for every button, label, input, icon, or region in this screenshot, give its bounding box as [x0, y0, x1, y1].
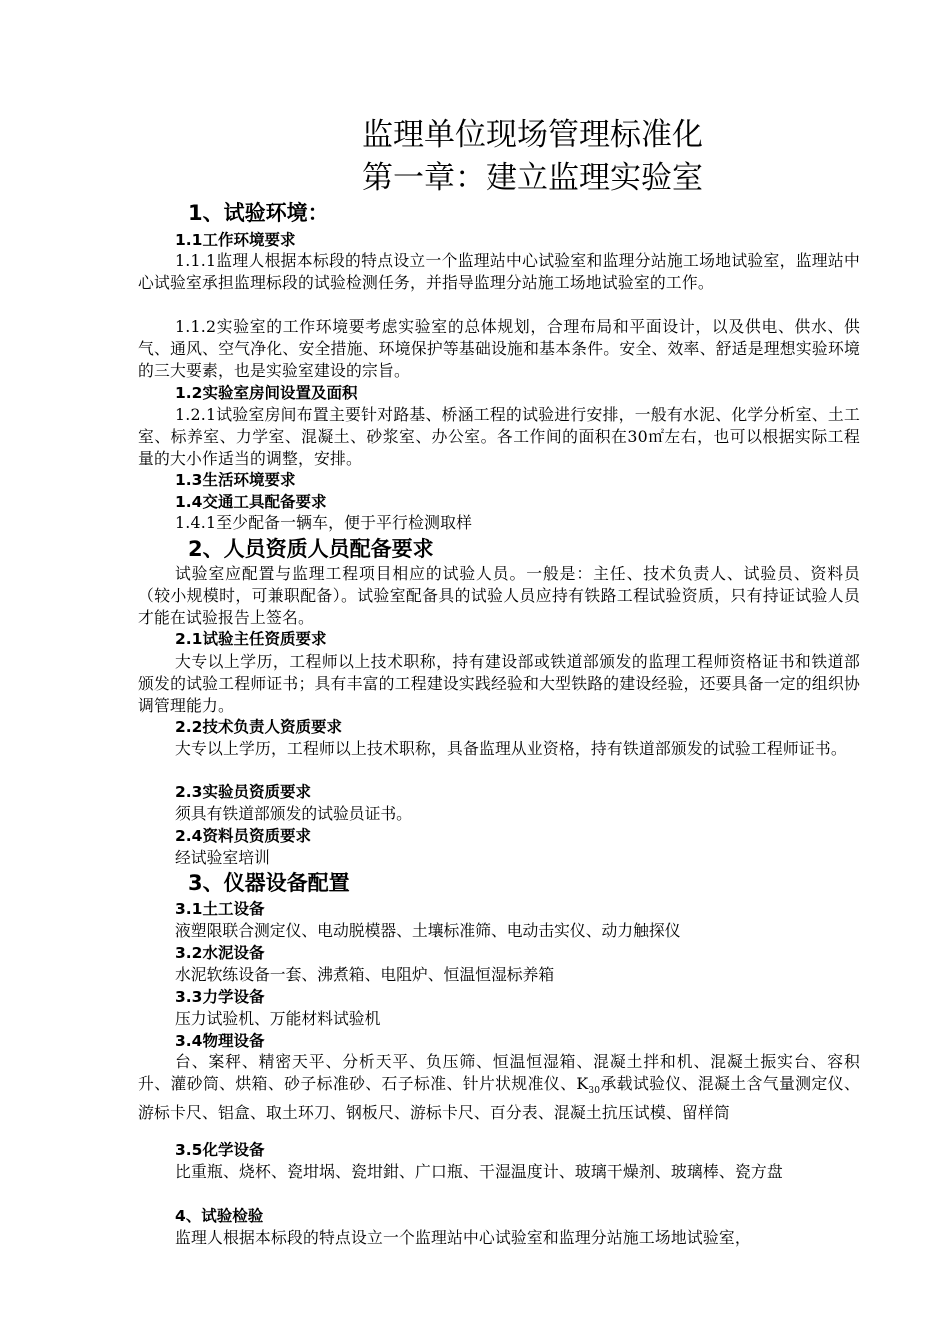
paragraph-3-4: [138, 1051, 860, 1124]
paragraph-3-2: 水泥软练设备一套、沸煮箱、电阻炉、恒温恒湿标养箱: [175, 965, 555, 984]
paragraph-1-1-1: 1.1.1监理人根据本标段的特点设立一个监理站中心试验室和监理分站施工场地试验室，监理站中心试验室承担监理标段的试验检测任务，并指导监理分站施工场地试验室的工作。: [138, 251, 860, 292]
section-heading-4: 4、试验检验: [175, 1207, 264, 1225]
paragraph-3-5: 比重瓶、烧杯、瓷坩埚、瓷坩鉗、广口瓶、干湿温度计、玻璃干燥剂、玻璃棒、瓷方盘: [175, 1162, 783, 1181]
paragraph-2-1: 大专以上学历，工程师以上技术职称，持有建设部或铁道部颁发的监理工程师资格证书和铁道部颁发的试验工程师证书；具有丰富的工程建设实践经验和大型铁路的建设经验，还要具备一定的组织协调管理能力。: [138, 652, 860, 715]
paragraph-2-3: 须具有铁道部颁发的试验员证书。: [175, 804, 412, 823]
section-heading-3: 3、仪器设备配置: [188, 871, 350, 895]
subsection-heading-2-1: 2.1试验主任资质要求: [175, 630, 327, 648]
paragraph-2-2: 大专以上学历，工程师以上技术职称，具备监理从业资格，持有铁道部颁发的试验工程师证书。: [175, 739, 847, 758]
paragraph-2: 试验室应配置与监理工程项目相应的试验人员。一般是：主任、技术负责人、试验员、资料员（较小规模时，可兼职配备）。试验室配备具的试验人员应持有铁路工程试验资质，只有持证试验人员才能在试验报告上签名。: [138, 564, 860, 627]
section-heading-2: 2、人员资质人员配备要求: [188, 537, 434, 561]
subsection-heading-1-1: 1.1工作环境要求: [175, 231, 296, 249]
subsection-heading-3-4: 3.4物理设备: [175, 1032, 265, 1050]
subsection-heading-2-2: 2.2技术负责人资质要求: [175, 718, 342, 736]
section-heading-1: 1、试验环境：: [188, 201, 329, 225]
paragraph-3-4-part-a: 台、案秤、精密天平、分析天平、负压筛、恒温恒湿箱、混凝土拌和机、混凝土振实台、容积升、灌砂筒、烘箱、砂子标准砂、石子标准、针片状规准仪、K: [138, 1052, 860, 1093]
subsection-heading-2-4: 2.4资料员资质要求: [175, 827, 311, 845]
chapter-title: 第一章：建立监理实验室: [362, 160, 703, 196]
k30-subscript: 30: [588, 1086, 601, 1097]
document-title: 监理单位现场管理标准化: [362, 117, 703, 153]
paragraph-3-4-part-b: 承载试验仪、混凝土含气量测定仪、游标卡尺、铝盒、取土环刀、钢板尺、游标卡尺、百分表、混凝土抗压试模、留样筒: [138, 1074, 861, 1123]
paragraph-1-2-1: 1.2.1试验室房间布置主要针对路基、桥涵工程的试验进行安排，一般有水泥、化学分析室、土工室、标养室、力学室、混凝土、砂浆室、办公室。各工作间的面积在30㎡左右，也可以根据实际工程量的大小作适当的调整，安排。: [138, 405, 860, 468]
paragraph-2-4: 经试验室培训: [175, 848, 270, 867]
paragraph-3-3: 压力试验机、万能材料试验机: [175, 1009, 381, 1028]
paragraph-1-1-2: 1.1.2实验室的工作环境要考虑实验室的总体规划，合理布局和平面设计，以及供电、供水、供气、通风、空气净化、安全措施、环境保护等基础设施和基本条件。安全、效率、舒适是理想实验环境的三大要素，也是实验室建设的宗旨。: [138, 317, 860, 380]
subsection-heading-1-3: 1.3生活环境要求: [175, 471, 296, 489]
subsection-heading-1-2: 1.2实验室房间设置及面积: [175, 384, 358, 402]
subsection-heading-1-4: 1.4交通工具配备要求: [175, 493, 327, 511]
subsection-heading-3-2: 3.2水泥设备: [175, 944, 265, 962]
subsection-heading-2-3: 2.3实验员资质要求: [175, 783, 311, 801]
subsection-heading-3-1: 3.1土工设备: [175, 900, 265, 918]
paragraph-1-4-1: 1.4.1至少配备一辆车，便于平行检测取样: [175, 513, 473, 532]
paragraph-4: 监理人根据本标段的特点设立一个监理站中心试验室和监理分站施工场地试验室，: [175, 1228, 751, 1247]
subsection-heading-3-5: 3.5化学设备: [175, 1141, 265, 1159]
paragraph-3-1: 液塑限联合测定仪、电动脱模器、土壤标准筛、电动击实仪、动力触探仪: [175, 921, 681, 940]
subsection-heading-3-3: 3.3力学设备: [175, 988, 265, 1006]
